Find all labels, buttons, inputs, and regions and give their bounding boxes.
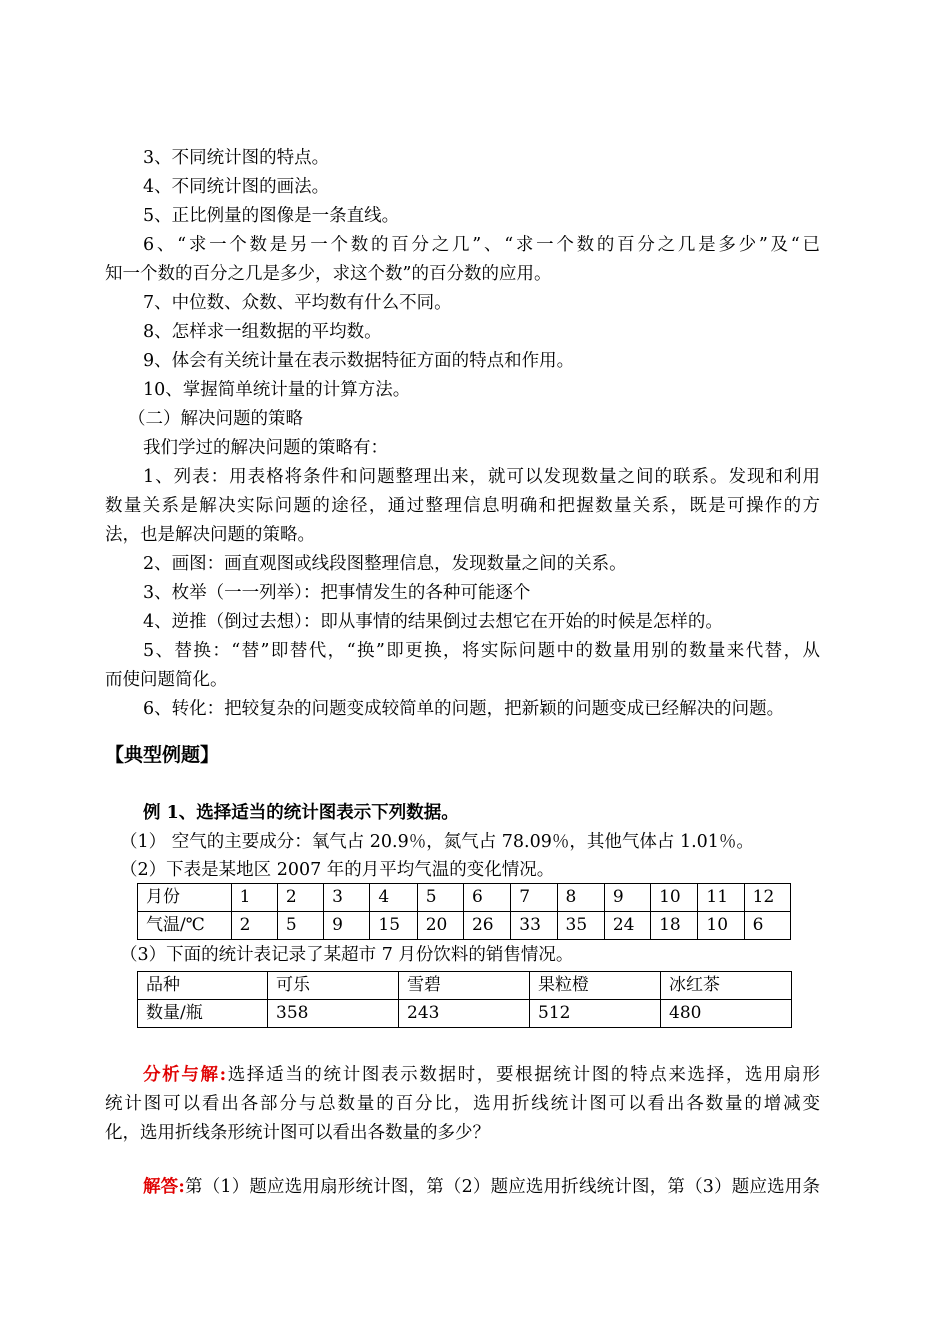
table-cell: 358 [268, 1000, 399, 1028]
knowledge-item-continued: 知一个数的百分之几是多少，求这个数”的百分数的应用。 [105, 264, 552, 284]
analysis-text-continued: 化，选用折线条形统计图可以看出各数量的多少？ [105, 1123, 490, 1143]
section-title: （二）解决问题的策略 [128, 409, 303, 429]
table-cell: 品种 [138, 972, 268, 1000]
examples-heading: 【典型例题】 [105, 744, 220, 766]
table-cell: 20 [417, 912, 463, 940]
strategy-item: 4、逆推（倒过去想）：即从事情的结果倒过去想它在开始的时候是怎样的。 [143, 612, 723, 632]
table-cell: 5 [277, 912, 323, 940]
table-cell: 10 [698, 912, 744, 940]
table-cell: 7 [511, 884, 557, 912]
table-cell: 26 [463, 912, 510, 940]
answer-paragraph [143, 1175, 820, 1199]
table-cell: 9 [604, 884, 650, 912]
strategy-item-continued: 而使问题简化。 [105, 670, 228, 690]
analysis-paragraph [143, 1063, 820, 1087]
table-cell: 月份 [138, 884, 232, 912]
section-intro: 我们学过的解决问题的策略有： [143, 438, 388, 458]
answer-text: 第（1）题应选用扇形统计图，第（2）题应选用折线统计图，第（3）题应选用条 [184, 1177, 820, 1197]
table-cell: 6 [463, 884, 510, 912]
strategy-item: 5、替换：“替”即替代，“换”即更换，将实际问题中的数量用别的数量来代替，从 [143, 641, 820, 661]
strategy-item: 1、列表：用表格将条件和问题整理出来，就可以发现数量之间的联系。发现和利用 [143, 467, 820, 487]
table-cell: 12 [744, 884, 790, 912]
table-cell: 6 [744, 912, 790, 940]
table-cell: 1 [231, 884, 277, 912]
table-cell: 4 [370, 884, 417, 912]
table-cell: 15 [370, 912, 417, 940]
table-header-row [138, 972, 792, 1000]
table-cell: 512 [530, 1000, 661, 1028]
table-cell: 8 [557, 884, 604, 912]
knowledge-item: 9、体会有关统计量在表示数据特征方面的特点和作用。 [143, 351, 575, 371]
table-cell: 11 [698, 884, 744, 912]
example-question: （2）下表是某地区 2007 年的月平均气温的变化情况。 [120, 860, 555, 880]
example-question: （3）下面的统计表记录了某超市 7 月份饮料的销售情况。 [120, 945, 574, 965]
table-cell: 数量/瓶 [138, 1000, 268, 1028]
analysis-label: 分析与解: [143, 1065, 227, 1085]
knowledge-item: 3、不同统计图的特点。 [143, 148, 330, 168]
strategy-item: 3、枚举（一一列举）：把事情发生的各种可能逐个 [143, 583, 531, 603]
answer-label: 解答: [143, 1177, 185, 1197]
example-title: 例 1、选择适当的统计图表示下列数据。 [143, 803, 459, 823]
knowledge-item: 4、不同统计图的画法。 [143, 177, 330, 197]
table-cell: 18 [651, 912, 698, 940]
table-cell: 可乐 [268, 972, 399, 1000]
table-row [138, 1000, 792, 1028]
table-cell: 35 [557, 912, 604, 940]
strategy-item: 6、转化：把较复杂的问题变成较简单的问题，把新颖的问题变成已经解决的问题。 [143, 699, 785, 719]
knowledge-item: 6、“求一个数是另一个数的百分之几”、“求一个数的百分之几是多少”及“已 [143, 235, 820, 255]
knowledge-item: 5、正比例量的图像是一条直线。 [143, 206, 400, 226]
temperature-table [137, 883, 791, 940]
drink-sales-table [137, 971, 792, 1028]
table-cell: 10 [651, 884, 698, 912]
table-cell: 2 [277, 884, 323, 912]
example-question: （1） 空气的主要成分：氧气占 20.9％，氮气占 78.09％，其他气体占 1.01％。 [120, 832, 754, 852]
table-cell: 24 [604, 912, 650, 940]
table-cell: 480 [661, 1000, 792, 1028]
table-cell: 气温/℃ [138, 912, 232, 940]
analysis-text-continued: 统计图可以看出各部分与总数量的百分比，选用折线统计图可以看出各数量的增减变 [105, 1094, 820, 1114]
knowledge-item: 10、掌握简单统计量的计算方法。 [143, 380, 411, 400]
table-cell: 3 [324, 884, 370, 912]
strategy-item-continued: 法，也是解决问题的策略。 [105, 525, 315, 545]
table-cell: 雪碧 [399, 972, 530, 1000]
knowledge-item: 8、怎样求一组数据的平均数。 [143, 322, 382, 342]
table-cell: 5 [417, 884, 463, 912]
table-cell: 243 [399, 1000, 530, 1028]
table-cell: 33 [511, 912, 557, 940]
table-cell: 果粒橙 [530, 972, 661, 1000]
knowledge-item: 7、中位数、众数、平均数有什么不同。 [143, 293, 452, 313]
table-cell: 9 [324, 912, 370, 940]
strategy-item: 2、画图：画直观图或线段图整理信息，发现数量之间的关系。 [143, 554, 627, 574]
table-cell: 2 [231, 912, 277, 940]
analysis-text: 选择适当的统计图表示数据时，要根据统计图的特点来选择，选用扇形 [226, 1065, 820, 1085]
table-header-row [138, 884, 791, 912]
table-row [138, 912, 791, 940]
table-cell: 冰红茶 [661, 972, 792, 1000]
strategy-item-continued: 数量关系是解决实际问题的途径，通过整理信息明确和把握数量关系，既是可操作的方 [105, 496, 820, 516]
